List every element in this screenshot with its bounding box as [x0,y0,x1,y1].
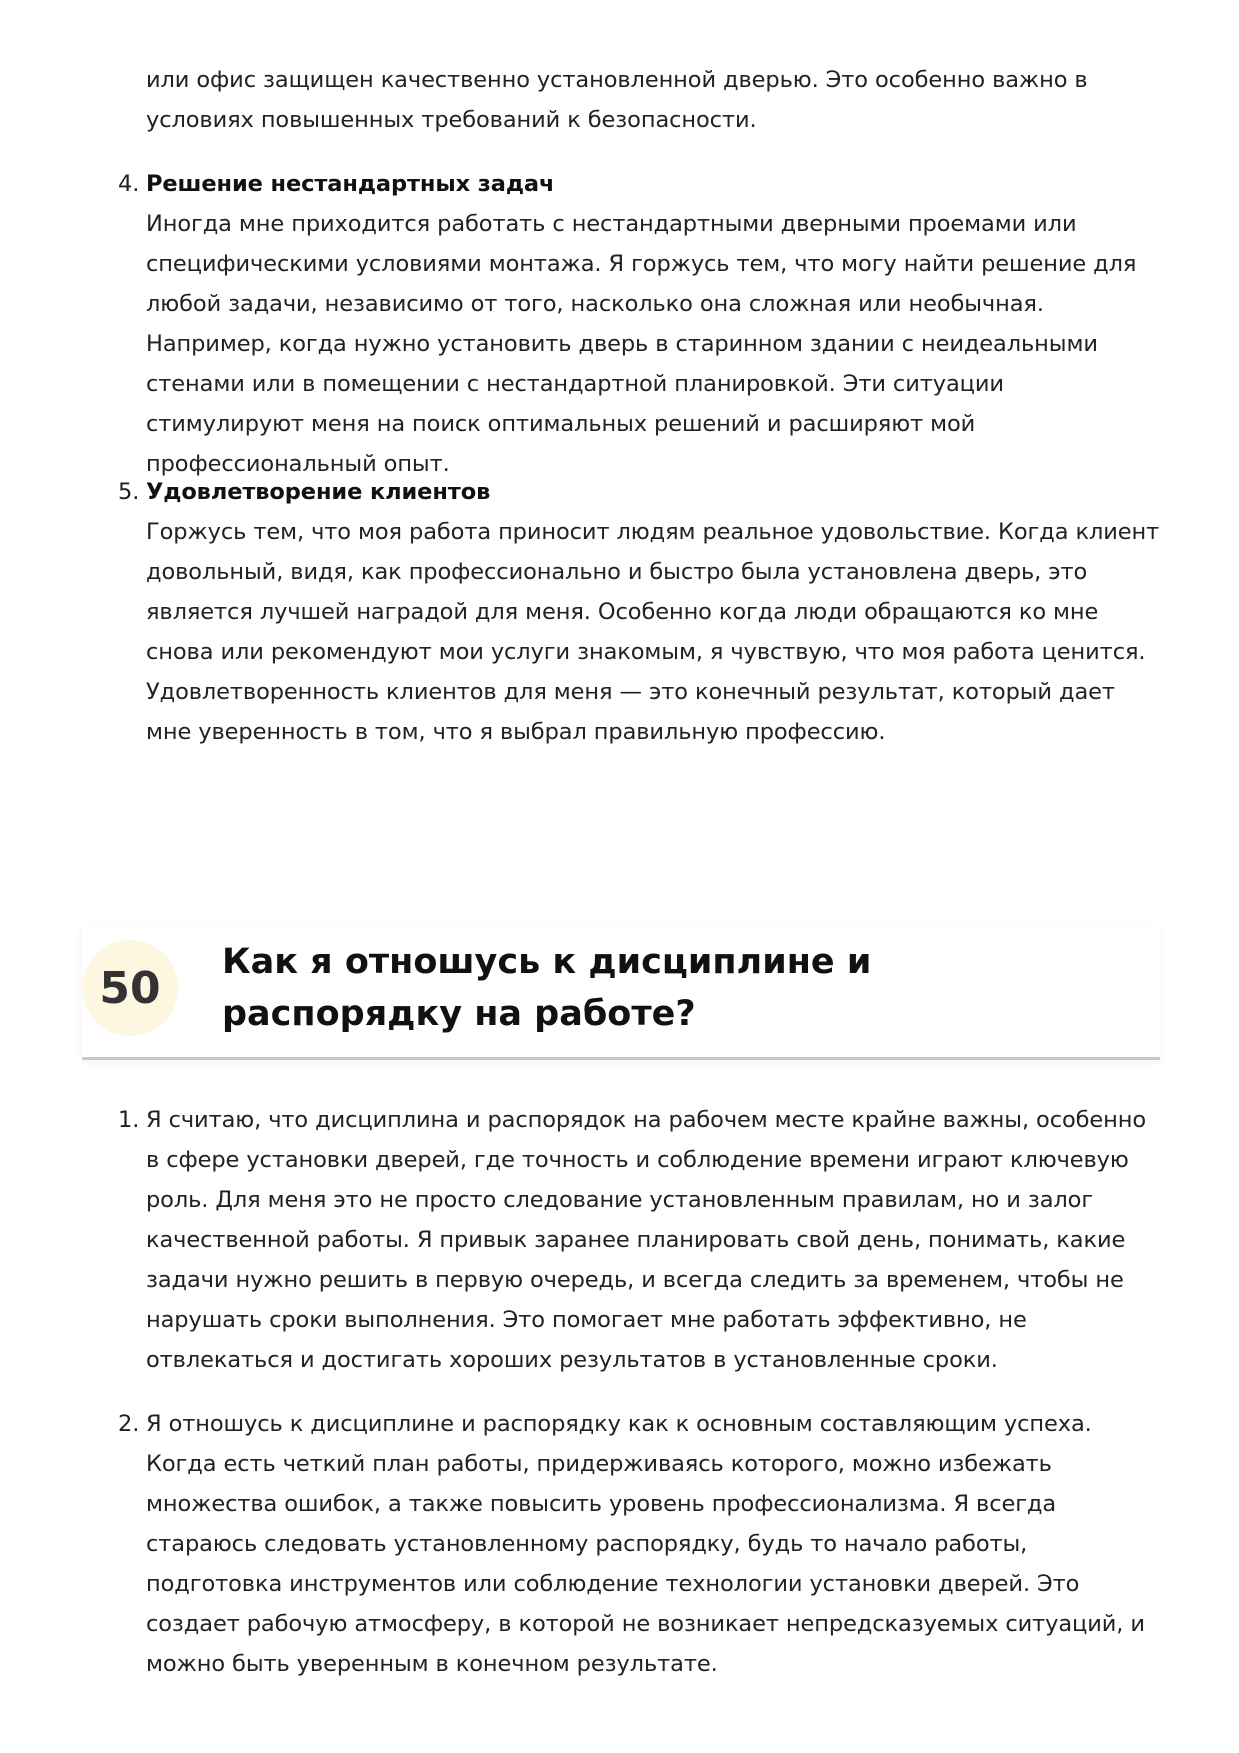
answer-item-body: Я считаю, что дисциплина и распорядок на рабочем месте крайне важны, особенно в сфере установки дверей, где точность и соблюдение времени играют ключевую роль. Для меня это не просто следование установленным правилам, но и залог качественной работы. Я привык заранее планировать свой день, понимать, какие задачи нужно решить в первую очередь, и всегда следить за временем, чтобы не нарушать сроки выполнения. Это помогает мне работать эффективно, не отвлекаться и достигать хороших результатов в установленные сроки. [146,1107,1147,1373]
section-title: Как я отношусь к дисциплине и распорядку на работе? [222,942,872,1034]
list-item-title: Удовлетворение клиентов [146,479,491,505]
answer-item [118,1100,1161,1380]
list-item [118,164,1161,484]
answer-item-number: 2. [118,1411,140,1437]
list-item-number: 5. [118,479,140,505]
intro-paragraph: или офис защищен качественно установленной дверью. Это особенно важно в условиях повышенных требований к безопасности. [146,67,1088,133]
answer-item [118,1404,1161,1684]
section-header [82,926,1160,1060]
list-item-body: Горжусь тем, что моя работа приносит людям реальное удовольствие. Когда клиент довольный, видя, как профессионально и быстро была установлена дверь, это является лучшей наградой для меня. Особенно когда люди обращаются ко мне снова или рекомендуют мои услуги знакомым, я чувствую, что моя работа ценится. Удовлетворенность клиентов для меня — это конечный результат, который дает мне уверенность в том, что я выбрал правильную профессию. [146,519,1160,745]
answer-item-number: 1. [118,1107,140,1133]
list-item-title: Решение нестандартных задач [146,171,555,197]
list-item [118,472,1161,752]
section-number-badge: 50 [82,940,178,1036]
list-item-body: Иногда мне приходится работать с нестандартными дверными проемами или специфическими условиями монтажа. Я горжусь тем, что могу найти решение для любой задачи, независимо от того, насколько она сложная или необычная. Например, когда нужно установить дверь в старинном здании с неидеальными стенами или в помещении с нестандартной планировкой. Эти ситуации стимулируют меня на поиск оптимальных решений и расширяют мой профессиональный опыт. [146,211,1137,477]
answer-item-body: Я отношусь к дисциплине и распорядку как к основным составляющим успеха. Когда есть четкий план работы, придерживаясь которого, можно избежать множества ошибок, а также повысить уровень профессионализма. Я всегда стараюсь следовать установленному распорядку, будь то начало работы, подготовка инструментов или соблюдение технологии установки дверей. Это создает рабочую атмосферу, в которой не возникает непредсказуемых ситуаций, и можно быть уверенным в конечном результате. [146,1411,1145,1677]
list-item-number: 4. [118,171,140,197]
